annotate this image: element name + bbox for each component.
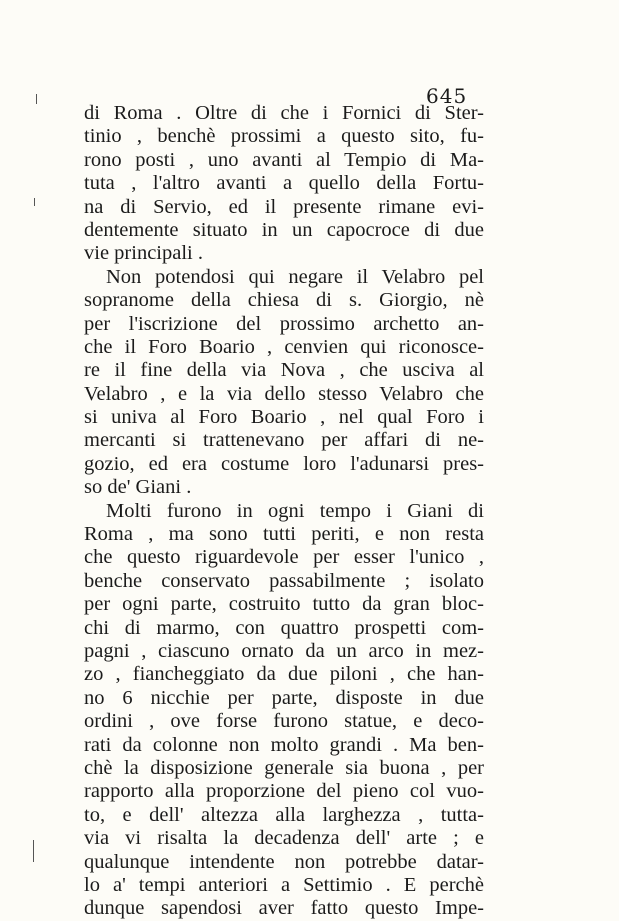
text-line: rati da colonne non molto grandi . Ma ben- [84, 733, 484, 756]
text-line: qualunque intendente non potrebbe datar- [84, 850, 484, 873]
text-line: di Roma . Oltre di che i Fornici di Ster- [84, 102, 484, 124]
text-line: zo , fiancheggiato da due piloni , che han- [84, 663, 484, 686]
text-line: Non potendosi qui negare il Velabro pel [106, 265, 484, 288]
text-line: re il fine della via Nova , che usciva al [84, 359, 484, 382]
text-line: per ogni parte, costruito tutto da gran bloc- [84, 593, 484, 616]
body-text [84, 102, 484, 921]
text-line: Velabro , e la via dello stesso Velabro che [84, 382, 484, 405]
text-line: mercanti si trattenevano per affari di ne- [84, 429, 484, 452]
text-line: sopranome della chiesa di s. Giorgio, nè [84, 289, 484, 312]
text-line: gozio, ed era costume loro l'adunarsi pres- [84, 452, 484, 475]
text-line: via vi risalta la decadenza dell' arte ; e [84, 827, 484, 850]
text-line: vie principali . [84, 242, 203, 265]
page-number: 645 [426, 84, 468, 108]
text-line: Molti furono in ogni tempo i Giani di [106, 499, 484, 522]
text-line: to, e dell' altezza alla larghezza , tutta- [84, 803, 484, 826]
text-line: rapporto alla proporzione del pieno col vuo- [84, 780, 484, 803]
text-line: rono posti , uno avanti al Tempio di Ma- [84, 148, 484, 171]
margin-mark-left [36, 94, 37, 104]
text-line: che questo riguardevole per esser l'unico , [84, 546, 484, 569]
text-line: tuta , l'altro avanti a quello della Fortu- [84, 172, 484, 195]
text-line: lo a' tempi anteriori a Settimio . E perchè [84, 873, 484, 896]
text-line: benche conservato passabilmente ; isolato [84, 569, 484, 592]
text-line: tinio , benchè prossimi a questo sito, fu- [84, 125, 484, 148]
text-line: si univa al Foro Boario , nel qual Foro i [84, 406, 484, 429]
text-line: per l'iscrizione del prossimo archetto an- [84, 312, 484, 335]
text-line: chè la disposizione generale sia buona , per [84, 756, 484, 779]
text-line: chi di marmo, con quattro prospetti com- [84, 616, 484, 639]
text-line: ordini , ove forse furono statue, e deco- [84, 710, 484, 733]
margin-mark-left [33, 840, 34, 862]
margin-mark-left [34, 198, 35, 206]
text-line: pagni , ciascuno ornato da un arco in mez- [84, 639, 484, 662]
text-line: dunque sapendosi aver fatto questo Impe- [84, 897, 484, 920]
text-line: na di Servio, ed il presente rimane evi- [84, 195, 484, 218]
text-line: no 6 nicchie per parte, disposte in due [84, 686, 484, 709]
text-line: so de' Giani . [84, 476, 192, 499]
text-line: dentemente situato in un capocroce di due [84, 218, 484, 241]
text-line: Roma , ma sono tutti periti, e non resta [84, 523, 484, 546]
text-line: che il Foro Boario , cenvien qui riconosce- [84, 335, 484, 358]
